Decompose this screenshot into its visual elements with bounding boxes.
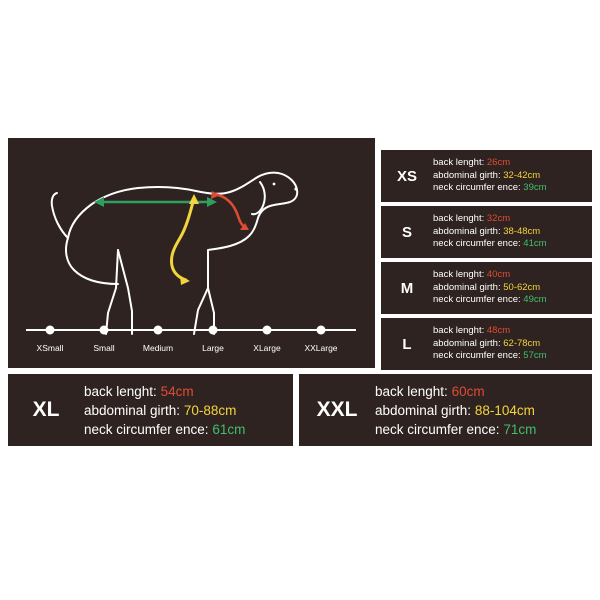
spec-back-length-xl	[84, 382, 293, 401]
value-abdominal-girth-xxl: 88-104cm	[474, 402, 535, 418]
value-abdominal-girth-xl: 70-88cm	[183, 402, 237, 418]
value-neck-circumference-m: 49cm	[523, 294, 547, 306]
back-length-arrow	[94, 197, 217, 207]
scale-label-small: Small	[93, 343, 115, 353]
label-abdominal-girth: abdominal girth:	[433, 281, 501, 293]
label-neck-circumference: neck circumfer ence:	[433, 238, 521, 250]
size-row-xl	[8, 374, 293, 446]
spec-abdominal-girth-xxl	[375, 401, 592, 420]
label-abdominal-girth: abdominal girth:	[433, 225, 501, 237]
size-row-m	[381, 262, 592, 314]
label-abdominal-girth: abdominal girth:	[433, 169, 501, 181]
scale-label-xsmall: XSmall	[36, 343, 64, 353]
spec-back-length-m	[433, 269, 588, 282]
scale-label-large: Large	[202, 343, 224, 353]
size-letter-s: S	[401, 223, 412, 241]
size-letter-xs: XS	[396, 167, 417, 185]
label-abdominal-girth: abdominal girth:	[84, 402, 181, 418]
spec-abdominal-girth-m	[433, 282, 588, 295]
label-back-length: back lenght:	[433, 269, 485, 281]
label-neck-circumference: neck circumfer ence:	[433, 294, 521, 306]
spec-neck-circumference-xxl	[375, 420, 592, 439]
spec-abdominal-girth-l	[433, 338, 588, 351]
label-neck-circumference: neck circumfer ence:	[84, 421, 209, 437]
label-back-length: back lenght:	[84, 383, 157, 399]
size-letter-xl: XL	[32, 398, 60, 421]
size-letter-l: L	[402, 335, 412, 353]
spec-neck-circumference-xl	[84, 420, 293, 439]
label-back-length: back lenght:	[375, 383, 448, 399]
value-abdominal-girth-s: 38-48cm	[503, 225, 541, 237]
size-specs-xl	[84, 382, 293, 439]
spec-neck-circumference-m	[433, 294, 588, 307]
size-scale-line	[26, 326, 356, 335]
dog-illustration	[8, 138, 375, 368]
spec-neck-circumference-xs	[433, 182, 588, 195]
label-back-length: back lenght:	[433, 213, 485, 225]
value-back-length-l: 48cm	[486, 325, 511, 337]
scale-label-medium: Medium	[142, 343, 174, 353]
value-neck-circumference-xs: 39cm	[523, 182, 547, 194]
value-back-length-xl: 54cm	[160, 383, 194, 399]
value-back-length-xs: 26cm	[486, 157, 511, 169]
value-back-length-m: 40cm	[486, 269, 511, 281]
label-abdominal-girth: abdominal girth:	[375, 402, 472, 418]
abdominal-girth-curve	[171, 194, 199, 285]
size-specs-s	[433, 213, 592, 251]
size-specs-xxl	[375, 382, 592, 439]
spec-back-length-s	[433, 213, 588, 226]
size-specs-m	[433, 269, 592, 307]
size-specs-l	[433, 325, 592, 363]
size-row-xs	[381, 150, 592, 202]
label-neck-circumference: neck circumfer ence:	[375, 421, 500, 437]
size-specs-xs	[433, 157, 592, 195]
value-back-length-s: 32cm	[486, 213, 511, 225]
value-abdominal-girth-m: 50-62cm	[503, 281, 541, 293]
scale-label-xlarge: XLarge	[253, 343, 281, 353]
label-back-length: back lenght:	[433, 157, 485, 169]
dog-diagram-panel	[8, 138, 375, 368]
size-letter-xxl: XXL	[316, 398, 358, 421]
spec-back-length-l	[433, 325, 588, 338]
label-abdominal-girth: abdominal girth:	[433, 337, 501, 349]
spec-back-length-xs	[433, 157, 588, 170]
size-row-s	[381, 206, 592, 258]
label-neck-circumference: neck circumfer ence:	[433, 182, 521, 194]
spec-back-length-xxl	[375, 382, 592, 401]
spec-neck-circumference-l	[433, 350, 588, 363]
spec-neck-circumference-s	[433, 238, 588, 251]
label-neck-circumference: neck circumfer ence:	[433, 350, 521, 362]
value-neck-circumference-l: 57cm	[523, 350, 547, 362]
spec-abdominal-girth-xs	[433, 170, 588, 183]
size-row-xxl	[299, 374, 592, 446]
label-back-length: back lenght:	[433, 325, 485, 337]
size-letter-m: M	[400, 279, 414, 297]
neck-circumference-curve	[211, 191, 249, 230]
value-back-length-xxl: 60cm	[451, 383, 485, 399]
value-abdominal-girth-l: 62-78cm	[503, 337, 541, 349]
value-neck-circumference-xl: 61cm	[212, 421, 246, 437]
spec-abdominal-girth-xl	[84, 401, 293, 420]
size-row-l	[381, 318, 592, 370]
value-abdominal-girth-xs: 32-42cm	[503, 169, 541, 181]
spec-abdominal-girth-s	[433, 226, 588, 239]
scale-label-xxlarge: XXLarge	[304, 343, 338, 353]
value-neck-circumference-xxl: 71cm	[503, 421, 537, 437]
value-neck-circumference-s: 41cm	[523, 238, 547, 250]
